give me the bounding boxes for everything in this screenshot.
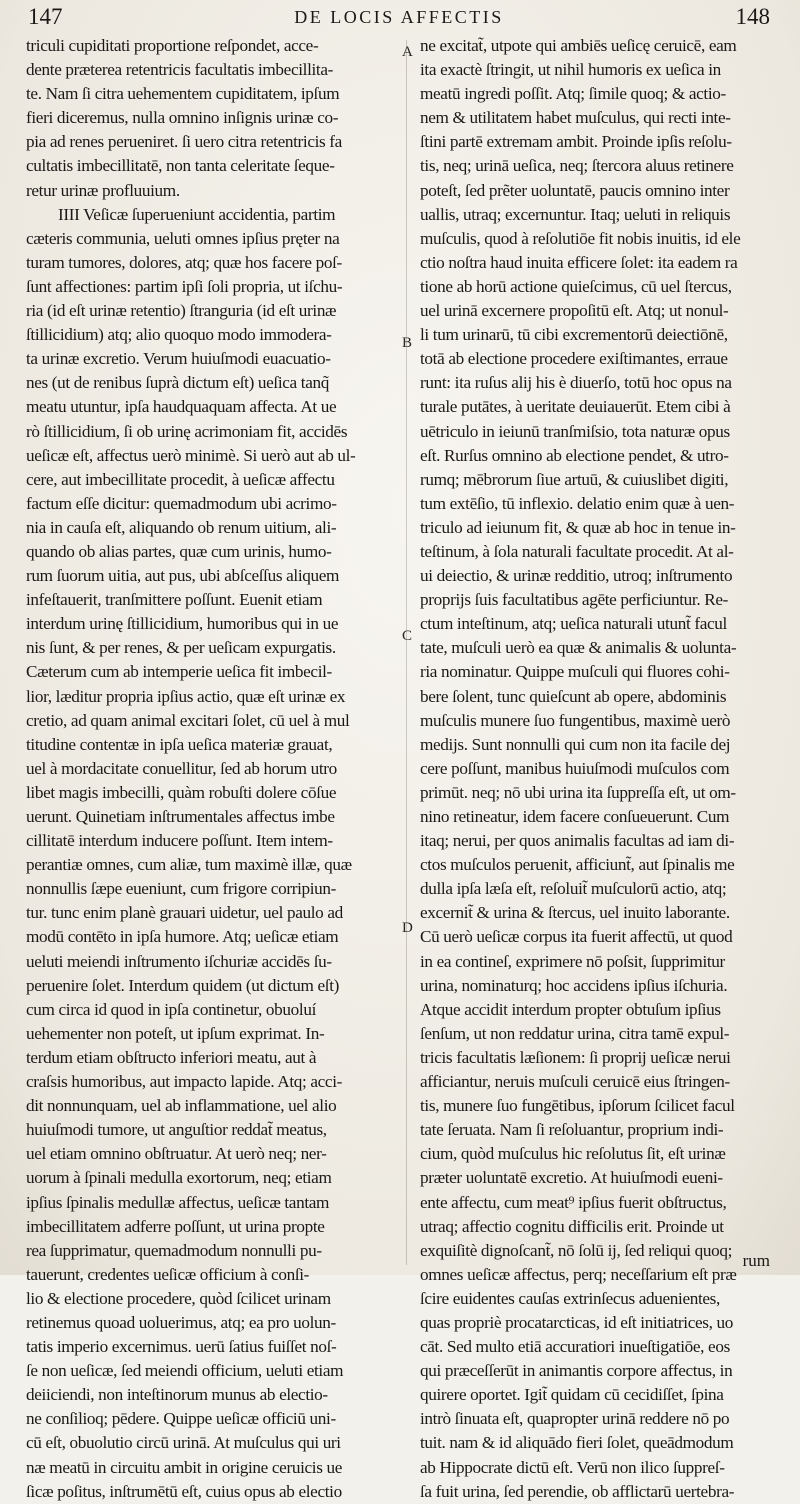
text-line: omnes ueſicæ affectus, perq; neceſſarium eſt præ <box>420 1264 737 1284</box>
text-line: tate ſeruata. Nam ſi reſoluantur, proprium indi- <box>420 1120 724 1140</box>
text-line: nino retineatur, idem facere conſueuerunt. Cum <box>420 807 730 826</box>
text-line: in ea contineſ, exprimere nō poſsit, ſupprimitur <box>420 951 725 971</box>
text-line: infeſtauerit, tranſmittere poſſunt. Euenit etiam <box>26 590 323 610</box>
text-line: tauerunt, credentes ueſicæ officium à conſi- <box>26 1264 310 1284</box>
text-line: dit nonnunquam, uel ab inflammatione, uel alio <box>26 1096 337 1116</box>
text-line: meatu utuntur, ipſa haudquaquam affecta. At ue <box>26 397 337 417</box>
column-divider <box>406 40 407 1265</box>
text-line: runt: ita ruſus alij his è diuerſo, totū hoc opus na <box>420 373 732 393</box>
text-line: perantiæ omnes, cum aliæ, tum maximè illæ, quæ <box>26 855 352 875</box>
text-line: te. Nam ſi citra uehementem cupiditatem, ipſum <box>26 84 340 104</box>
text-line: cæteris communia, ueluti omnes ipſius pręter na <box>26 228 340 248</box>
text-line: qui præceſſerūt in animantis corpore affectus, in <box>420 1361 733 1381</box>
page-header <box>28 2 770 34</box>
text-line: tis, neq; urinā ueſica, neq; ſtercora aluus retinere <box>420 156 734 176</box>
text-line: cium, quòd muſculus hic reſolutus ſit, eſt urinæ <box>420 1144 726 1164</box>
text-line: cultatis imbecillitatē, non tanta celeritate ſeque- <box>26 156 335 176</box>
margin-letter-c: C <box>402 628 413 644</box>
text-line: ria (id eſt urinæ retentio) ſtranguria (id eſt urinæ <box>26 301 337 321</box>
text-line: meatū ingredi poſſit. Atq; ſimile quoq; & actio- <box>420 84 726 104</box>
text-line: uehementer non poteſt, ut ipſum exprimat. In- <box>26 1023 325 1043</box>
text-line: muſculis, quod à reſolutiōe fit nobis inuitis, id ele <box>420 228 741 248</box>
text-line: intrò ſinuata eſt, quapropter urinā reddere nō po <box>420 1409 730 1429</box>
text-line: dulla ipſa læſa eſt, reſoluit̃ muſculorū actio, atq; <box>420 879 727 899</box>
text-line: totā ab electione procedere exiſtimantes, erraue <box>420 349 728 369</box>
text-line: terdum etiam obſtructo inferiori meatu, aut à <box>26 1047 317 1067</box>
text-line: Atque accidit interdum propter obtuſum ipſius <box>420 999 721 1019</box>
catchword: rum <box>742 1251 770 1270</box>
text-line: itaq; nerui, per quos animalis facultas ad iam di- <box>420 831 735 851</box>
text-line: ctio noſtra haud inuita efficere ſolet: ita eadem ra <box>420 252 738 272</box>
text-line: ſicæ poſitus, inſtrumētū eſt, cuius opus ab electio <box>26 1481 342 1501</box>
text-line: ſunt affectiones: partim ipſi ſoli propria, ut iſchu- <box>26 276 343 296</box>
text-line: imbecillitatem adferre poſſunt, ut urina propte <box>26 1216 325 1236</box>
margin-letter-d: D <box>402 920 413 936</box>
text-line: bere ſolent, tunc quieſcunt ab opere, abdominis <box>420 686 727 706</box>
text-line: muſculis munere ſuo fungentibus, maximè uerò <box>420 710 731 730</box>
text-line: factum eſſe dicitur: quemadmodum ubi acrimo- <box>26 493 337 513</box>
text-line: tate, muſculi uerò ea quæ & animalis & uolunta- <box>420 638 737 658</box>
text-line: cere, aut imbecillitate procedit, à ueſicæ affectu <box>26 469 335 489</box>
text-line: nis ſunt, & per renes, & per ueſicam expurgatis. <box>26 638 336 658</box>
text-line: nonnullis ſæpe eueniunt, cum frigore corripiun- <box>26 879 337 899</box>
text-line: fieri diceremus, nulla omnino inſignis urinæ co- <box>26 108 339 128</box>
text-line: teſtinum, à ſola naturali facultate procedit. At al- <box>420 541 734 561</box>
text-line: lior, læditur propria ipſius actio, quæ eſt urinæ ex <box>26 686 346 706</box>
text-line: uerunt. Quinetiam inſtrumentales affectus imbe <box>26 807 335 826</box>
text-line: quando ob alias partes, quæ cum urinis, humo- <box>26 541 332 561</box>
margin-letter-a: A <box>402 44 413 60</box>
left-text-column <box>26 34 396 1501</box>
text-line: ita exactè ſtringit, ut nihil humoris ex ueſica in <box>420 60 721 80</box>
text-line: triculo ad ieiunum fit, & quæ ab hoc in tenue in- <box>420 517 736 537</box>
text-line: næ meatū in circuitu ambit in origine ceruicis ue <box>26 1457 343 1477</box>
text-line: modū contēto in ipſa humore. Atq; ueſicæ etiam <box>26 927 339 947</box>
text-line: titudine contentæ in ipſa ueſica materiæ grauat, <box>26 734 333 754</box>
text-line: uētriculo in ieiunū tranſmiſsio, tota naturæ opus <box>420 421 730 441</box>
running-title: DE LOCIS AFFECTIS <box>294 7 504 27</box>
text-line: ab Hippocrate dictū eſt. Verū non ilico ſuppreſ- <box>420 1457 725 1477</box>
right-text-column <box>420 34 772 1501</box>
text-line: retinemus quoad uoluerimus, atq; ea pro uolun- <box>26 1312 336 1332</box>
text-line: libet magis imbecilli, quàm robuſti dolere cōſue <box>26 782 337 802</box>
text-line: proprijs ſuis facultatibus agēte perficiuntur. Re- <box>420 590 729 610</box>
text-line: uallis, utraq; excernuntur. Itaq; ueluti in reliquis <box>420 204 731 224</box>
text-line: cū eſt, obuolutio circū urinā. At muſculus qui uri <box>26 1433 341 1453</box>
right-page-number: 148 <box>735 4 770 29</box>
text-line: peruenire ſolet. Interdum quidem (ut dictum eſt) <box>26 975 340 995</box>
left-page-number: 147 <box>28 4 63 29</box>
text-line: afficiantur, neruis muſculi ceruicē eius ſtringen- <box>420 1072 730 1092</box>
text-line: ctos muſculos peruenit, afficiunt̃, aut ſpinalis me <box>420 855 735 875</box>
text-line: ſenſum, ut non reddatur urina, citra tamē expul- <box>420 1023 730 1043</box>
text-line: pia ad renes perueniret. ſi uero citra retentricis fa <box>26 132 342 152</box>
text-line: ueluti meiendi inſtrumento iſchuriæ accidēs ſu- <box>26 951 332 971</box>
text-line: triculi cupiditati proportione reſpondet, acce- <box>26 36 319 55</box>
text-line: exquiſitè dignoſcant̃, nō ſolū ij, ſed reliqui quoq; <box>420 1240 733 1260</box>
text-line: primūt. neq; nō ubi urina ita ſuppreſſa eſt, ut om- <box>420 782 736 802</box>
text-line: quas propriè procatarcticas, id eſt initiatrices, uo <box>420 1312 734 1332</box>
text-line: nem & utilitatem habet muſculus, qui recti inte- <box>420 108 731 128</box>
text-line: ne excitat̃, utpote qui ambiēs ueſicę ceruicē, eam <box>420 36 737 55</box>
text-line: eſt. Rurſus omnino ab electione pendet, & utro- <box>420 445 729 465</box>
text-line: li tum urinarū, tū cibi excrementorū deiectiōnē, <box>420 325 728 345</box>
text-line: excernit̃ & urina & ſtercus, uel inuito laborante. <box>420 903 730 923</box>
text-line: ſtillicidium) atq; alio quoquo modo immodera- <box>26 325 332 345</box>
text-line: tis, munere ſuo fungētibus, ipſorum ſcilicet facul <box>420 1096 735 1116</box>
text-line: rumq; mēbrorum ſiue artuū, & cuiuslibet digiti, <box>420 469 729 489</box>
text-line: ctum inteſtinum, atq; ueſica naturali utunt̃ facul <box>420 614 727 634</box>
text-line: ui deiectio, & urinæ redditio, utroq; inſtrumento <box>420 566 733 586</box>
text-line: Cæterum cum ab intemperie ueſica fit imbecil- <box>26 662 332 682</box>
text-line: poteſt, ſed prẽter uoluntatē, paucis omnino inter <box>420 180 730 200</box>
text-line: tur. tunc enim planè grauari uidetur, uel paulo ad <box>26 903 343 923</box>
text-line: cillitatē interdum inducere poſſunt. Item intem- <box>26 831 333 851</box>
text-line: lio & electione procedere, quòd ſcilicet urinam <box>26 1288 331 1308</box>
text-line: retur urinæ profluuium. <box>26 180 180 200</box>
text-line: tricis facultatis læſionem: ſi proprij ueſicæ nerui <box>420 1047 731 1067</box>
text-line: tatis imperio excernimus. uerū ſatius fuiſſet noſ- <box>26 1337 337 1357</box>
text-line: cretio, ad quam animal excitari ſolet, cū uel à mul <box>26 710 350 730</box>
text-line: utraq; affectio cognitu difficilis erit. Proinde ut <box>420 1216 724 1236</box>
text-line: Cū uerò ueſicæ corpus ita fuerit affectū, ut quod <box>420 927 733 947</box>
text-line: ne conſilioq; pēdere. Quippe ueſicæ officiū uni- <box>26 1409 336 1429</box>
text-line: cāt. Sed multo etiā accuratiori inueſtigatiōe, eos <box>420 1337 730 1357</box>
text-line: tuit. nam & id aliquādo fieri ſolet, queādmodum <box>420 1433 734 1453</box>
text-line: tum extēſio, tū inflexio. delatio enim quæ à uen- <box>420 493 735 513</box>
text-line: ſe non ueſicæ, ſed meiendi officium, ueluti etiam <box>26 1361 344 1381</box>
text-line: deiiciendi, non inteſtinorum munus ab electio- <box>26 1385 328 1405</box>
text-line: IIII Veſicæ ſuperueniunt accidentia, partim <box>58 204 336 224</box>
text-line: rum ſuorum uitia, aut pus, ubi abſceſſus aliquem <box>26 566 340 586</box>
text-line: cum circa id quod in ipſa continetur, obuoluí <box>26 999 316 1019</box>
text-line: medijs. Sunt nonnulli qui cum non ita facile dej <box>420 734 731 754</box>
text-line: cere poſſunt, manibus huiuſmodi muſculos com <box>420 758 730 778</box>
text-line: turale putātes, à ueritate deuiauerūt. Etem cibi à <box>420 397 731 417</box>
text-line: uel etiam omnino obſtruatur. At uerò neq; ner- <box>26 1144 327 1164</box>
text-line: ſcire euidentes cauſas extrinſecus aduenientes, <box>420 1288 720 1308</box>
text-line: præter uoluntatē excretio. At huiuſmodi eueni- <box>420 1168 723 1188</box>
text-line: uorum à ſpinali medulla exortorum, neq; etiam <box>26 1168 332 1188</box>
text-line: interdum urinę ſtillicidium, humoribus qui in ue <box>26 614 339 634</box>
text-line: rea ſupprimatur, quemadmodum nonnulli pu- <box>26 1240 322 1260</box>
text-line: ta urinæ excretio. Verum huiuſmodi euacuatio- <box>26 349 331 369</box>
text-line: ente affectu, cum meat⁹ ipſius fuerit obſtructus, <box>420 1192 727 1212</box>
text-line: craſsis humoribus, aut impacto lapide. Atq; acci- <box>26 1072 343 1092</box>
text-line: ria nominatur. Quippe muſculi qui fluores cohi- <box>420 662 730 682</box>
text-line: uel urinā excernere propoſitū eſt. Atq; ut nonul- <box>420 301 729 321</box>
text-line: nia in cauſa eſt, aliquando ob renum uitium, ali- <box>26 517 337 537</box>
text-line: ueſicæ eſt, affectus uerò minimè. Si uerò aut ab ul- <box>26 445 356 465</box>
text-line: nes (ut de renibus ſuprà dictum eſt) ueſica tanq̃ <box>26 373 329 393</box>
text-line: huiuſmodi tumore, ut anguſtior reddat̃ meatus, <box>26 1120 327 1140</box>
text-line: quirere oportet. Igit̃ quidam cū cecidiſſet, ſpina <box>420 1385 724 1405</box>
text-line: urina, nominaturq; hoc accidens ipſius iſchuria. <box>420 975 728 995</box>
text-line: tione ab horū actione quieſcimus, cū uel ſtercus, <box>420 276 732 296</box>
text-line: dente præterea retentricis facultatis imbecillita- <box>26 60 334 80</box>
text-line: ſa fuit urina, ſed perendie, ob afflictarū uertebra- <box>420 1481 735 1501</box>
text-line: ſtini partē extremam ambit. Proinde ipſis reſolu- <box>420 132 732 152</box>
text-line: ipſius ſpinalis medullæ affectus, ueſicæ tantam <box>26 1192 330 1212</box>
text-line: turam tumores, dolores, atq; quæ hos facere poſ- <box>26 252 342 272</box>
text-line: rò ſtillicidium, ſi ob urinę acrimoniam fit, accidēs <box>26 421 348 441</box>
text-line: uel à mordacitate conuellitur, ſed ab horum utro <box>26 758 337 778</box>
margin-letter-b: B <box>402 335 413 351</box>
